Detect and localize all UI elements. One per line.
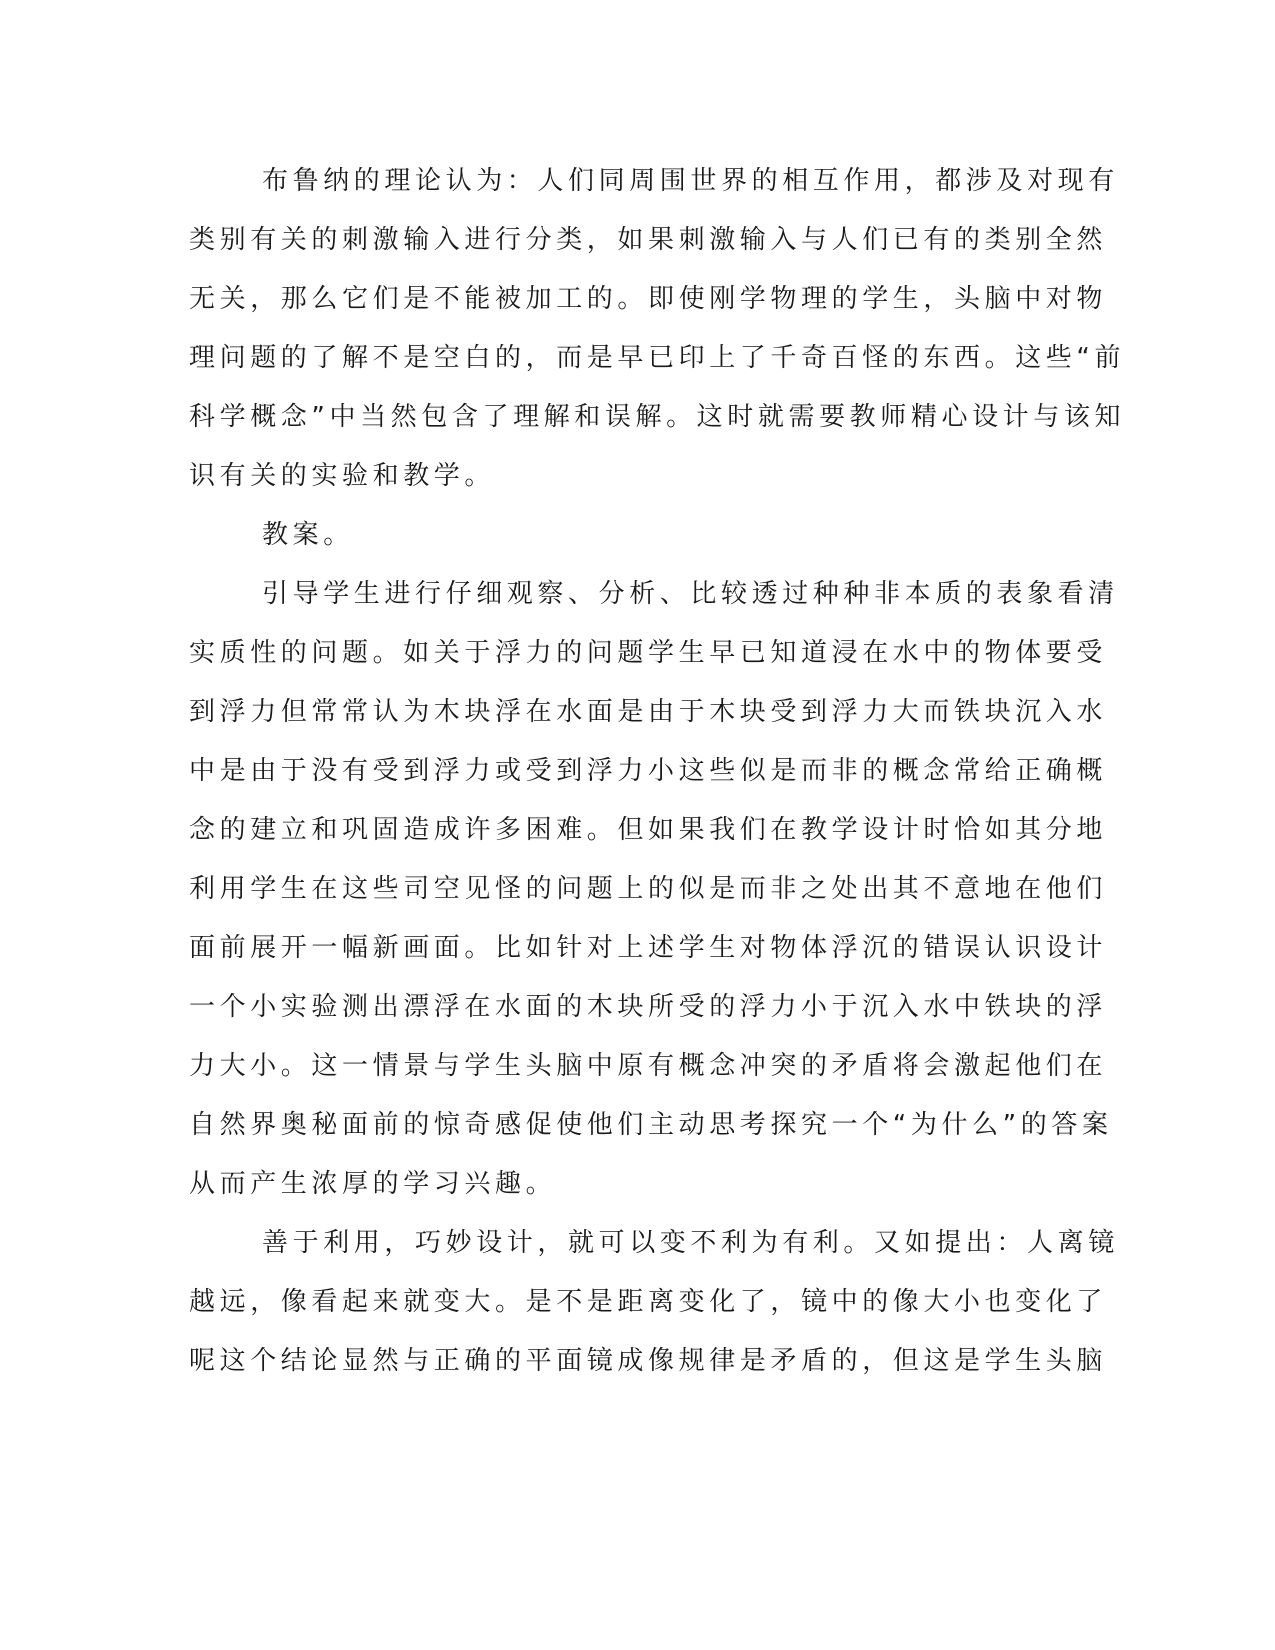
paragraph-line: 面前展开一幅新画面。比如针对上述学生对物体浮沉的错误认识设计 [189, 933, 1108, 963]
paragraph-line: 无关，那么它们是不能被加工的。即使刚学物理的学生，头脑中对物 [189, 284, 1108, 314]
paragraph-line: 识有关的实验和教学。 [189, 461, 496, 491]
paragraph-line: 呢这个结论显然与正确的平面镜成像规律是矛盾的，但这是学生头脑 [189, 1346, 1108, 1376]
paragraph-line: 念的建立和巩固造成许多困难。但如果我们在教学设计时恰如其分地 [189, 815, 1108, 845]
paragraph-line: 教案。 [262, 520, 354, 550]
paragraph-line: 从而产生浓厚的学习兴趣。 [189, 1169, 557, 1199]
paragraph-line: 自然界奥秘面前的惊奇感促使他们主动思考探究一个“为什么”的答案 [189, 1110, 1113, 1140]
paragraph-line: 利用学生在这些司空见怪的问题上的似是而非之处出其不意地在他们 [189, 874, 1108, 904]
paragraph-line: 到浮力但常常认为木块浮在水面是由于木块受到浮力大而铁块沉入水 [189, 697, 1108, 727]
paragraph-line: 实质性的问题。如关于浮力的问题学生早已知道浸在水中的物体要受 [189, 638, 1108, 668]
paragraph-line: 力大小。这一情景与学生头脑中原有概念冲突的矛盾将会激起他们在 [189, 1051, 1108, 1081]
paragraph-line: 科学概念”中当然包含了理解和误解。这时就需要教师精心设计与该知 [189, 402, 1126, 432]
paragraph-line: 布鲁纳的理论认为：人们同周围世界的相互作用，都涉及对现有 [262, 166, 1119, 196]
paragraph-line: 理问题的了解不是空白的，而是早已印上了千奇百怪的东西。这些“前 [189, 343, 1126, 373]
paragraph-line: 类别有关的刺激输入进行分类，如果刺激输入与人们已有的类别全然 [189, 225, 1108, 255]
paragraph-line: 一个小实验测出漂浮在水面的木块所受的浮力小于沉入水中铁块的浮 [189, 992, 1108, 1022]
paragraph-line: 越远，像看起来就变大。是不是距离变化了，镜中的像大小也变化了 [189, 1287, 1108, 1317]
paragraph-line: 善于利用，巧妙设计，就可以变不利为有利。又如提出：人离镜 [262, 1228, 1119, 1258]
paragraph-line: 中是由于没有受到浮力或受到浮力小这些似是而非的概念常给正确概 [189, 756, 1108, 786]
paragraph-line: 引导学生进行仔细观察、分析、比较透过种种非本质的表象看清 [262, 579, 1119, 609]
